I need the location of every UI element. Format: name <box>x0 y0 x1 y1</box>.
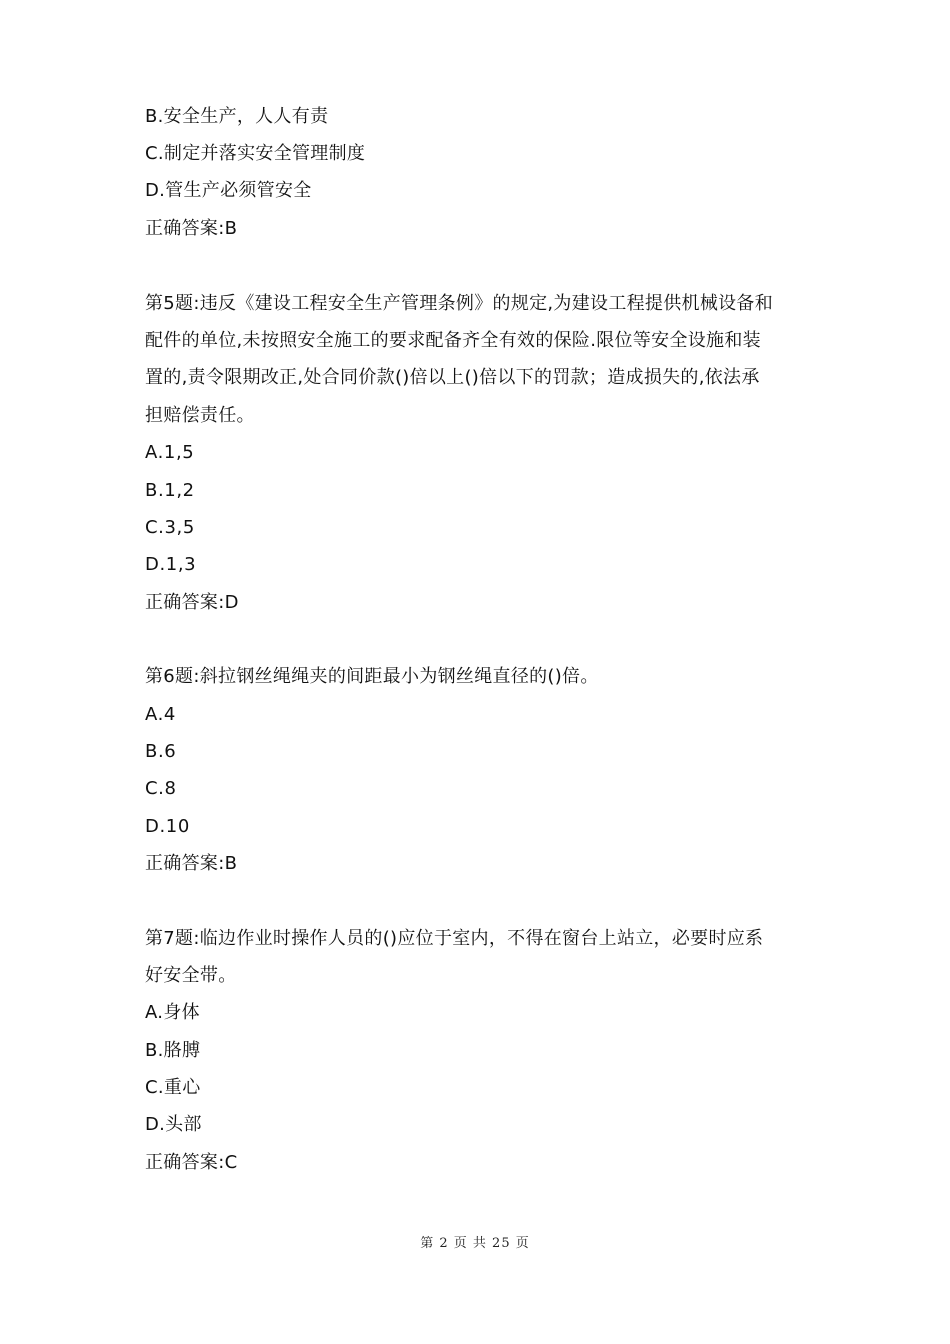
q6-option-c: C.8 <box>145 778 177 799</box>
q7-option-c: C.重心 <box>145 1077 201 1098</box>
q4-option-d: D.管生产必须管安全 <box>145 180 312 201</box>
q6-answer: 正确答案:B <box>145 853 238 874</box>
q7-stem-line-1: 第7题:临边作业时操作人员的()应位于室内，不得在窗台上站立，必要时应系 <box>145 928 764 949</box>
q7-option-d: D.头部 <box>145 1114 202 1135</box>
q4-option-b: B.安全生产，人人有责 <box>145 106 329 127</box>
q7-option-b: B.胳膊 <box>145 1040 201 1061</box>
q5-answer: 正确答案:D <box>145 592 239 613</box>
q4-answer: 正确答案:B <box>145 218 238 239</box>
q6-option-d: D.10 <box>145 816 190 837</box>
q5-stem-line-3: 置的,责令限期改正,处合同价款()倍以上()倍以下的罚款；造成损失的,依法承 <box>145 367 760 388</box>
q5-option-b: B.1,2 <box>145 480 195 501</box>
q5-option-d: D.1,3 <box>145 554 197 575</box>
q7-stem-line-2: 好安全带。 <box>145 965 237 986</box>
q5-option-c: C.3,5 <box>145 517 195 538</box>
q5-option-a: A.1,5 <box>145 442 195 463</box>
q6-stem: 第6题:斜拉钢丝绳绳夹的间距最小为钢丝绳直径的()倍。 <box>145 666 599 687</box>
q6-option-b: B.6 <box>145 741 177 762</box>
q5-stem-line-2: 配件的单位,未按照安全施工的要求配备齐全有效的保险.限位等安全设施和装 <box>145 330 761 351</box>
page-number-footer: 第 2 页 共 25 页 <box>420 1236 530 1251</box>
q6-option-a: A.4 <box>145 704 176 725</box>
q7-option-a: A.身体 <box>145 1002 200 1023</box>
q5-stem-line-4: 担赔偿责任。 <box>145 405 255 426</box>
q5-stem-line-1: 第5题:违反《建设工程安全生产管理条例》的规定,为建设工程提供机械设备和 <box>145 293 774 314</box>
q4-option-c: C.制定并落实安全管理制度 <box>145 143 366 164</box>
q7-answer: 正确答案:C <box>145 1152 238 1173</box>
